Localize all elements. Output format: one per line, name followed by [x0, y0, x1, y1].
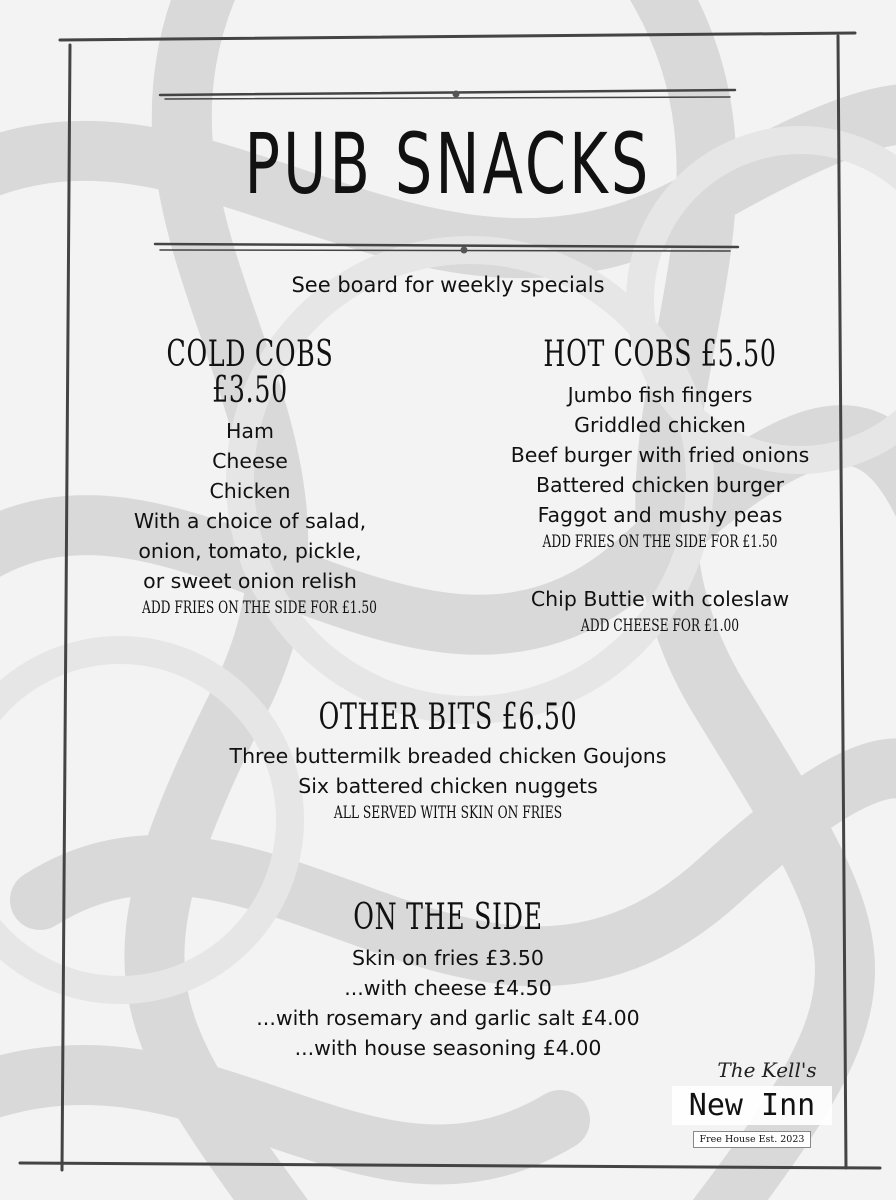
- brand-script: The Kell's: [717, 1058, 817, 1082]
- menu-item: Beef burger with fried onions: [510, 443, 810, 467]
- menu-item: Jumbo fish fingers: [567, 383, 753, 407]
- menu-item: Cheese: [212, 449, 288, 473]
- brand-logo: [672, 1058, 832, 1148]
- on-the-side-section: [0, 897, 896, 1063]
- on-the-side-heading: ON THE SIDE: [353, 897, 543, 938]
- cold-cobs-section: [100, 334, 400, 620]
- menu-item: Battered chicken burger: [535, 473, 785, 497]
- menu-item: Ham: [226, 419, 274, 443]
- menu-item: Three buttermilk breaded chicken Goujons: [229, 744, 667, 768]
- menu-item: ...with rosemary and garlic salt £4.00: [256, 1006, 640, 1030]
- menu-item: With a choice of salad,: [133, 509, 367, 533]
- hot-cobs-section: [480, 334, 840, 638]
- menu-subtitle: See board for weekly specials: [291, 273, 605, 297]
- other-bits-heading: OTHER BITS £6.50: [318, 697, 578, 738]
- hot-cobs-heading: HOT COBS £5.50: [543, 334, 777, 375]
- cold-cobs-heading: COLD COBS £3.50: [166, 334, 334, 411]
- menu-item: or sweet onion relish: [143, 569, 357, 593]
- brand-name: New Inn: [672, 1086, 832, 1125]
- menu-note: ADD CHEESE FOR £1.00: [580, 616, 740, 636]
- other-bits-section: [0, 697, 896, 825]
- menu-note: ADD FRIES ON THE SIDE FOR £1.50: [142, 598, 377, 618]
- menu-title: PUB SNACKS: [244, 115, 652, 213]
- menu-item: Skin on fries £3.50: [352, 946, 544, 970]
- brand-tagline: Free House Est. 2023: [693, 1131, 812, 1148]
- menu-item: Six battered chicken nuggets: [298, 774, 598, 798]
- menu-item: ...with cheese £4.50: [344, 976, 552, 1000]
- menu-note: ADD FRIES ON THE SIDE FOR £1.50: [542, 532, 778, 552]
- menu-item: onion, tomato, pickle,: [138, 539, 362, 563]
- menu-item: Chip Buttie with coleslaw: [530, 587, 790, 611]
- menu-item: Chicken: [209, 479, 291, 503]
- menu-item: Faggot and mushy peas: [537, 503, 783, 527]
- menu-item: ...with house seasoning £4.00: [294, 1036, 602, 1060]
- menu-note: ALL SERVED WITH SKIN ON FRIES: [333, 803, 563, 823]
- menu-item: Griddled chicken: [574, 413, 746, 437]
